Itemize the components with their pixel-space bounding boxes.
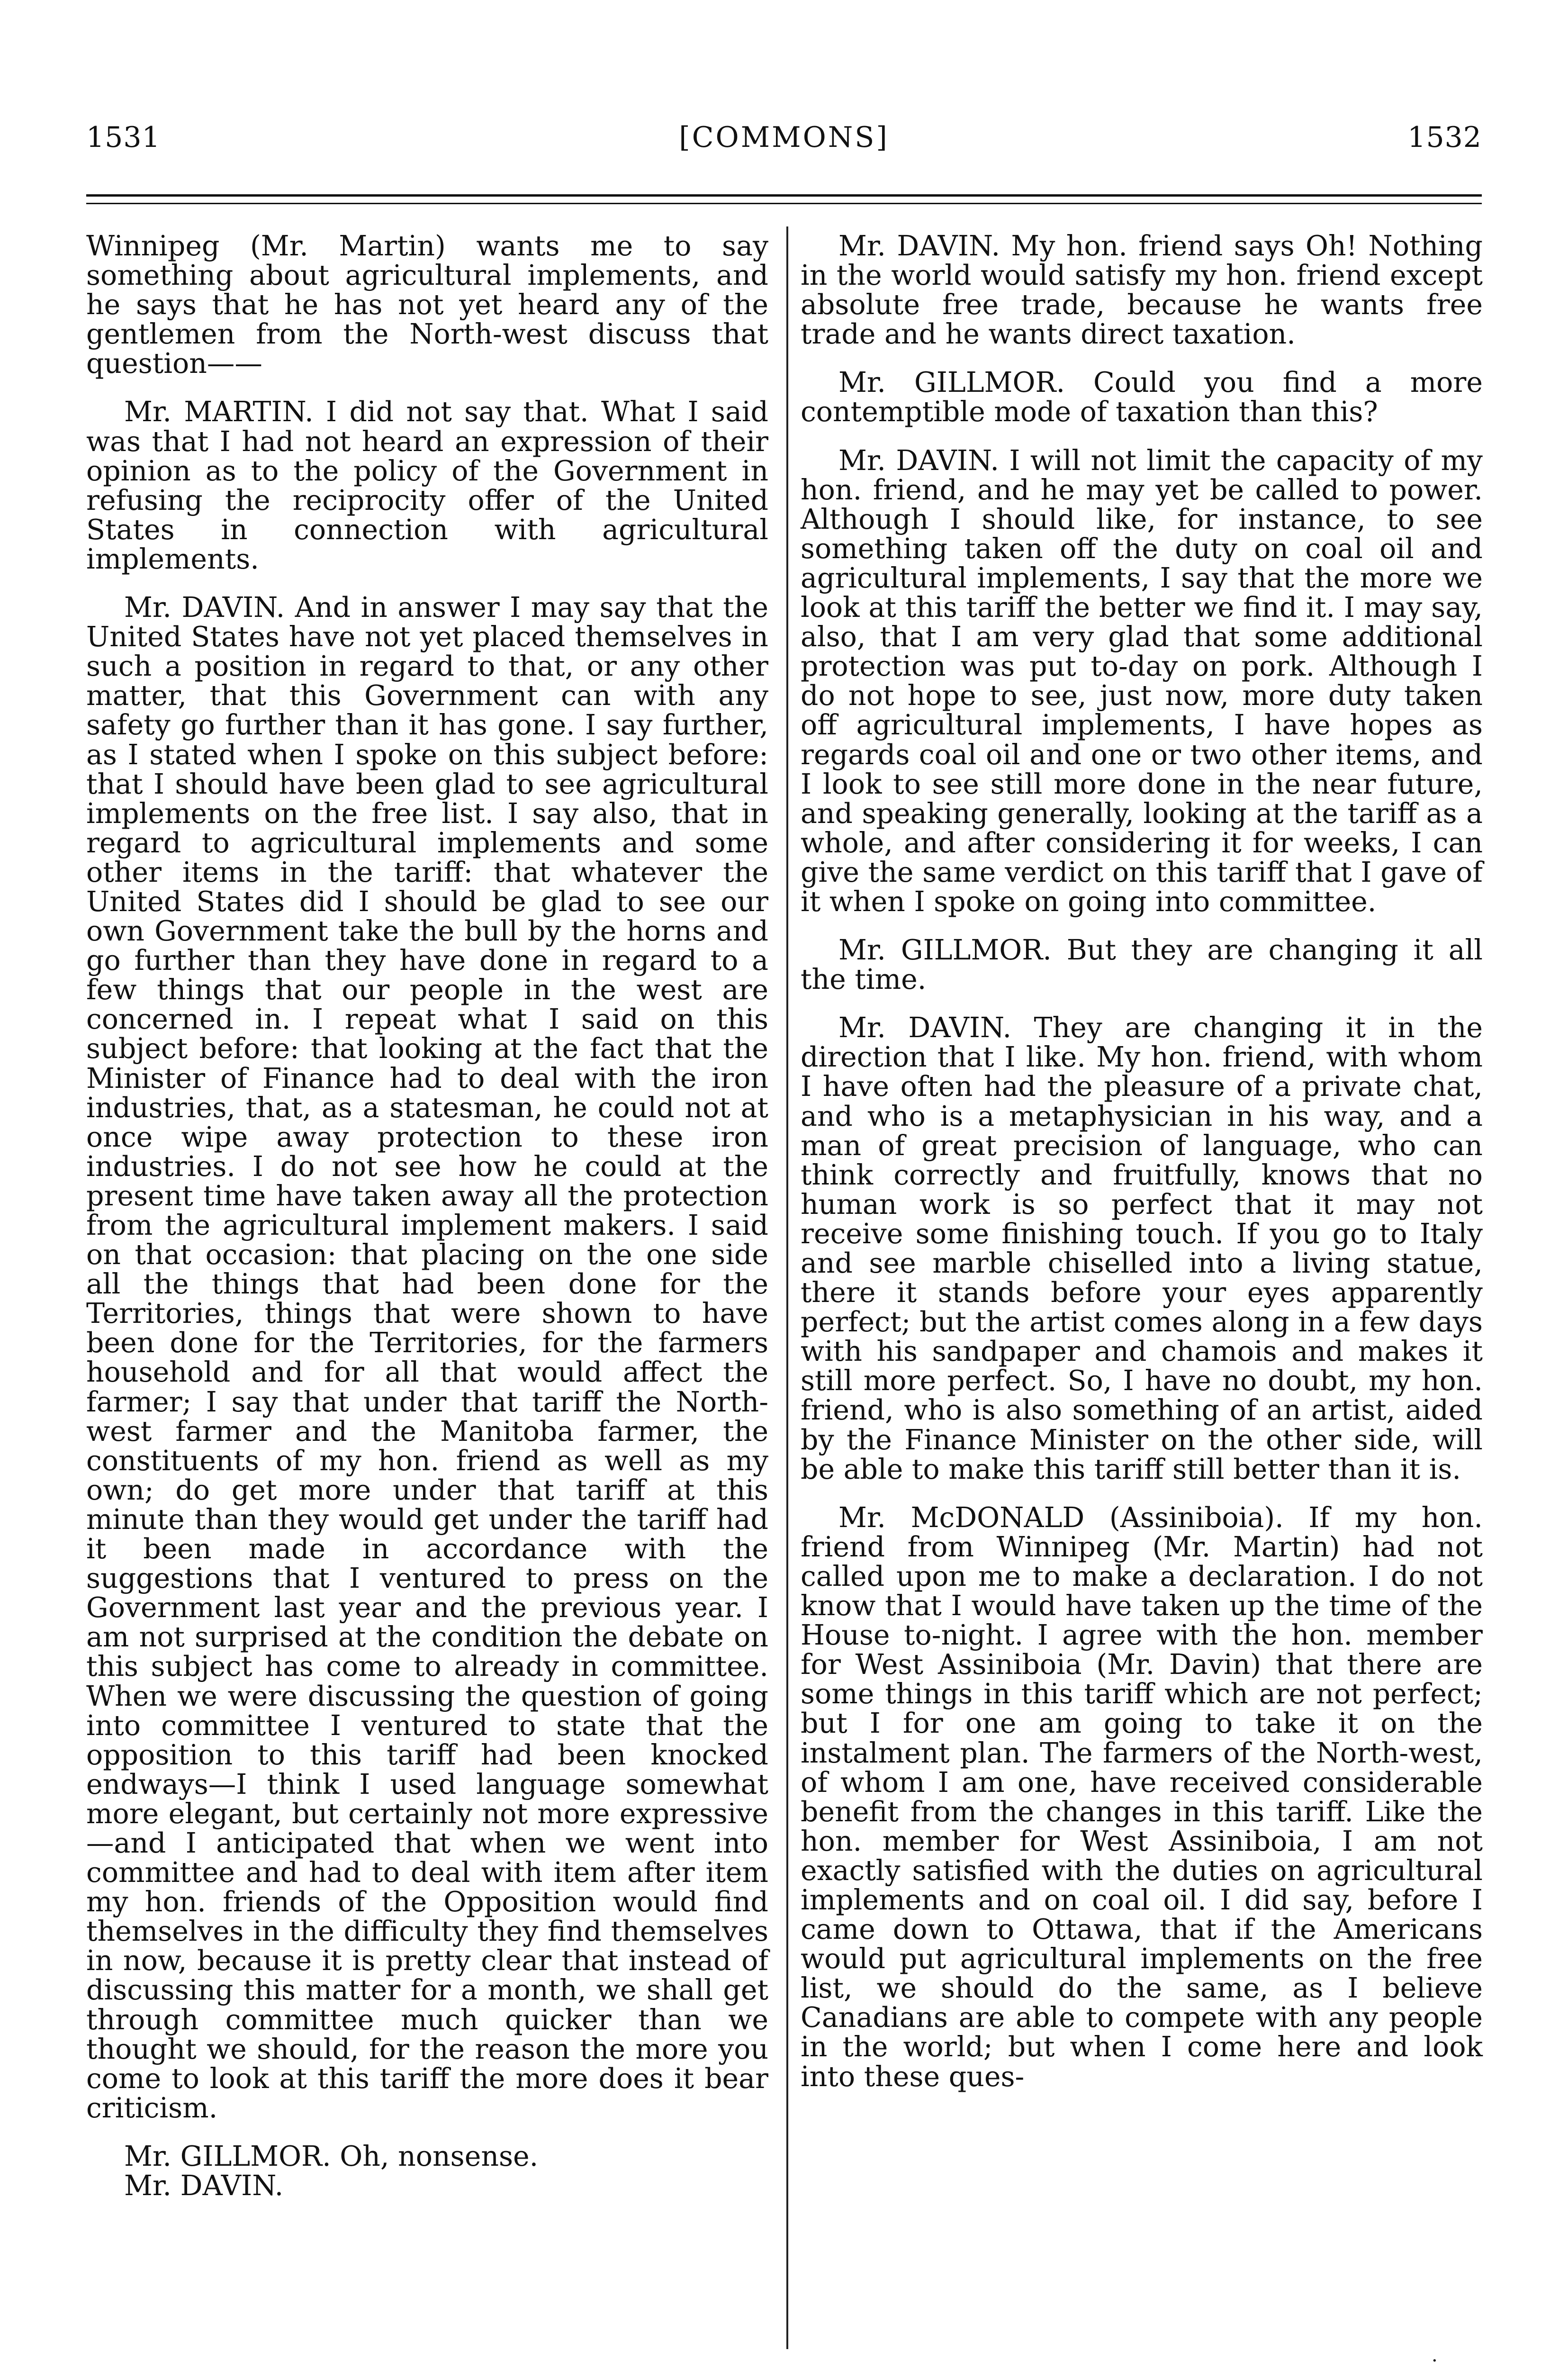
paragraph-text: I did not say that. What I said was that I had not heard an expression of their opinion as to the policy of the Government in refusing the reciprocity offer of the United States in connection with agricultural implements.	[86, 396, 768, 575]
speaker-name: Mr. GILLMOR.	[838, 366, 1065, 399]
speaker-name: Mr. DAVIN.	[838, 444, 1000, 477]
left-column	[86, 231, 768, 2219]
paragraph	[801, 1503, 1483, 2091]
left-page-number: 1531	[86, 121, 161, 154]
paragraph	[801, 935, 1483, 994]
stray-dot: ·	[1432, 2350, 1438, 2369]
paragraph-text: If my hon. friend from Winnipeg (Mr. Martin) had not called upon me to make a declaration. I do not know that I would have taken up the time of the House to-night. I agree with the hon. member for West Assiniboia (Mr. Davin) that there are some things in this tariff which are not perfect; but I for one am going to take it on the instalment plan. The farmers of the North-west, of whom I am one, have received considerable benefit from the changes in this tariff. Like the hon. member for West Assiniboia, I am not exactly satisfied with the duties on agricultural implements and on coal oil. I did say, before I came down to Ottawa, that if the Americans would put agricultural implements on the free list, we should do the same, as I believe Canadians are able to compete with any people in the world; but when I come here and look into these ques-	[801, 1501, 1483, 2093]
paragraph	[86, 397, 768, 574]
paragraph	[86, 2142, 768, 2171]
right-page-number: 1532	[1407, 121, 1482, 154]
paragraph	[801, 1013, 1483, 1484]
paragraph-text: They are changing it in the direction that I like. My hon. friend, with whom I have often had the pleasure of a private chat, and who is a metaphysician in his way, and a man of great precision of language, who can think correctly and fruitfully, knows that no human work is so perfect that it may not receive some finishing touch. If you go to Italy and see marble chiselled into a living statue, there it stands before your eyes apparently perfect; but the artist comes along in a few days with his sandpaper and chamois and makes it still more perfect. So, I have no doubt, my hon. friend, who is also something of an artist, aided by the Finance Minister on the other side, will be able to make this tariff still better than it is.	[801, 1012, 1483, 1485]
paragraph-text: I will not limit the capacity of my hon. friend, and he may yet be called to power. Although I should like, for instance, to see something taken off the duty on coal oil and agricultural implements, I say that the more we look at this tariff the better we find it. I may say, also, that I am very glad that some additional protection was put to-day on pork. Although I do not hope to see, just now, more duty taken off agricultural implements, I have hopes as regards coal oil and one or two other items, and I look to see still more done in the near future, and speaking generally, looking at the tariff as a whole, and after considering it for weeks, I can give the same verdict on this tariff that I gave of it when I spoke on going into committee.	[801, 444, 1483, 918]
page-header	[86, 121, 1482, 154]
paragraph	[86, 2171, 768, 2200]
paragraph-text: And in answer I may say that the United States have not yet placed themselves in such a position in regard to that, or any other matter, that this Government can with any safety go further than it has gone. I say further, as I stated when I spoke on this subject before: that I should have been glad to see agricultural implements on the free list. I say also, that in regard to agricultural implements and some other items in the tariff: that whatever the United States did I should be glad to see our own Government take the bull by the horns and go further than they have done in regard to a few things that our people in the west are concerned in. I repeat what I said on this subject before: that looking at the fact that the Minister of Finance had to deal with the iron industries, that, as a statesman, he could not at once wipe away protection to these iron industries. I do not see how he could at the present time have taken away all the protection from the agricultural implement makers. I said on that occasion: that placing on the one side all the things that had been done for the Territories, things that were shown to have been done for the Territories, for the farmers household and for all that would affect the farmer; I say that under that tariff the North-west farmer and the Manitoba farmer, the constituents of my hon. friend as well as my own; do get more under that tariff at this minute than they would get under the tariff had it been made in accordance with the suggestions that I ventured to press on the Government last year and the previous year. I am not surprised at the condition the debate on this subject has come to already in committee. When we were discussing the question of going into committee I ventured to state that the opposition to this tariff had been knocked endways—I think I used language somewhat more elegant, but certainly not more expressive—and I anticipated that when we went into committee and had to deal with item after item my hon. friends of the Opposition would find themselves in the difficulty they find themselves in now, because it is pretty clear that instead of discussing this matter for a month, we shall get through committee much quicker than we thought we should, for the reason the more you come to look at this tariff the more does it bear criticism.	[86, 591, 768, 2124]
speaker-name: Mr. GILLMOR.	[838, 934, 1052, 967]
speaker-name: Mr. DAVIN.	[838, 230, 1000, 262]
header-rule-thin	[86, 203, 1482, 204]
speaker-name: Mr. DAVIN.	[124, 591, 285, 624]
paragraph-text: Could you find a more contemptible mode of taxation than this?	[801, 366, 1483, 428]
speaker-name: Mr. DAVIN.	[838, 1012, 1012, 1044]
paragraph-text: Oh, nonsense.	[340, 2140, 539, 2172]
right-column	[801, 231, 1483, 2110]
paragraph-text: My hon. friend says Oh! Nothing in the world would satisfy my hon. friend except absolute free trade, because he wants free trade and he wants direct taxation.	[801, 230, 1483, 351]
paragraph	[801, 368, 1483, 426]
speaker-name: Mr. GILLMOR.	[124, 2140, 331, 2172]
speaker-name: Mr. McDONALD (Assiniboia).	[838, 1501, 1284, 1534]
paragraph	[86, 231, 768, 378]
paragraph-text: Winnipeg (Mr. Martin) wants me to say something about agricultural implements, and he says that he has not yet heard any of the gentlemen from the North-west discuss that question——	[86, 230, 768, 380]
paragraph-text: But they are changing it all the time.	[801, 934, 1483, 996]
paragraph	[86, 593, 768, 2123]
column-divider	[786, 226, 788, 2349]
running-head: [COMMONS]	[679, 121, 889, 154]
header-rule	[86, 194, 1482, 197]
speaker-name: Mr. DAVIN.	[124, 2170, 284, 2202]
speaker-name: Mr. MARTIN.	[124, 396, 314, 428]
paragraph	[801, 446, 1483, 917]
paragraph	[801, 231, 1483, 349]
